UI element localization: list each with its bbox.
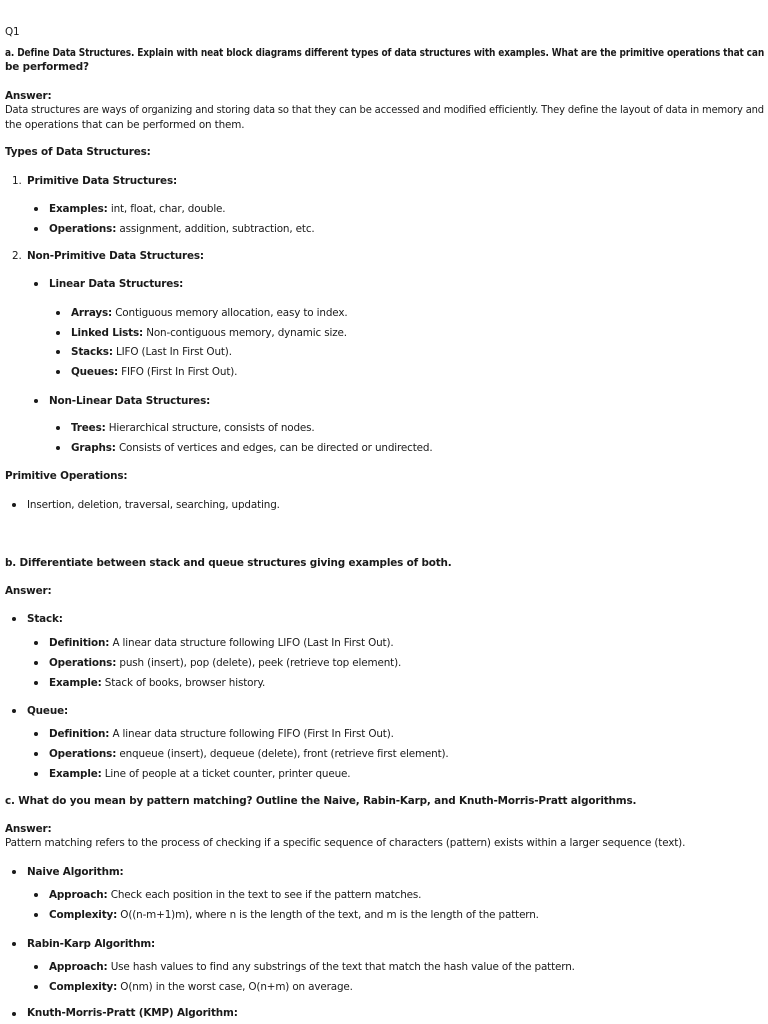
bullet [34, 641, 38, 645]
bullet [56, 331, 60, 335]
list-item: Queues: FIFO (First In First Out). [71, 366, 238, 378]
bullet [34, 965, 38, 969]
list-item: Trees: Hierarchical structure, consists of nodes. [71, 422, 315, 434]
types-heading: Types of Data Structures: [5, 146, 151, 158]
bullet [34, 772, 38, 776]
linear-heading: Linear Data Structures: [49, 278, 184, 290]
list-number-1: 1. [12, 175, 22, 187]
list-item: Graphs: Consists of vertices and edges, can be directed or undirected. [71, 442, 433, 454]
list-item: Stacks: LIFO (Last In First Out). [71, 346, 232, 358]
bullet [12, 617, 16, 621]
bullet [56, 311, 60, 315]
list-item: Approach: Check each position in the text to see if the pattern matches. [49, 889, 422, 901]
answer-label-b: Answer: [5, 585, 52, 597]
bullet [56, 446, 60, 450]
stack-heading: Stack: [27, 613, 63, 625]
pattern-definition: Pattern matching refers to the process of checking if a specific sequence of characters (pattern) exists within a larger sequence (text). [5, 837, 686, 849]
list-item: Insertion, deletion, traversal, searching, updating. [27, 499, 280, 511]
question-a-line1: a. Define Data Structures. Explain with neat block diagrams different types of data structures with examples. What are the primitive operations that can [5, 47, 765, 59]
bullet [56, 350, 60, 354]
list-item: Complexity: O(nm) in the worst case, O(n+m) on average. [49, 981, 353, 993]
list-item: Arrays: Contiguous memory allocation, easy to index. [71, 307, 348, 319]
bullet [34, 732, 38, 736]
bullet [12, 942, 16, 946]
bullet [34, 227, 38, 231]
bullet [34, 282, 38, 286]
question-number: Q1 [5, 26, 20, 38]
bullet [34, 661, 38, 665]
list-item: Examples: int, float, char, double. [49, 203, 226, 215]
nonlinear-heading: Non-Linear Data Structures: [49, 395, 211, 407]
primitive-heading: Primitive Data Structures: [27, 175, 177, 187]
list-item: Approach: Use hash values to find any substrings of the text that match the hash value of the pattern. [49, 961, 575, 973]
rabin-karp-heading: Rabin-Karp Algorithm: [27, 938, 156, 950]
bullet [34, 681, 38, 685]
queue-heading: Queue: [27, 705, 68, 717]
bullet [56, 426, 60, 430]
question-c: c. What do you mean by pattern matching? Outline the Naive, Rabin-Karp, and Knuth-Morris-Pratt algorithms. [5, 795, 637, 807]
list-item: Complexity: O((n-m+1)m), where n is the length of the text, and m is the length of the pattern. [49, 909, 539, 921]
bullet [34, 893, 38, 897]
list-item: Definition: A linear data structure following FIFO (First In First Out). [49, 728, 394, 740]
definition-line1: Data structures are ways of organizing and storing data so that they can be accessed and modified efficiently. They define the layout of data in memory and [5, 104, 764, 116]
nonprimitive-heading: Non-Primitive Data Structures: [27, 250, 204, 262]
list-item: Example: Stack of books, browser history. [49, 677, 266, 689]
list-number-2: 2. [12, 250, 22, 262]
definition-line2: the operations that can be performed on them. [5, 119, 245, 131]
bullet [12, 1012, 16, 1016]
answer-label-c: Answer: [5, 823, 52, 835]
list-item: Linked Lists: Non-contiguous memory, dynamic size. [71, 327, 347, 339]
list-item: Definition: A linear data structure following LIFO (Last In First Out). [49, 637, 394, 649]
bullet [12, 503, 16, 507]
list-item: Example: Line of people at a ticket counter, printer queue. [49, 768, 351, 780]
kmp-heading: Knuth-Morris-Pratt (KMP) Algorithm: [27, 1007, 238, 1019]
naive-heading: Naive Algorithm: [27, 866, 124, 878]
bullet [34, 399, 38, 403]
bullet [12, 870, 16, 874]
bullet [56, 370, 60, 374]
list-item: Operations: assignment, addition, subtraction, etc. [49, 223, 315, 235]
question-b: b. Differentiate between stack and queue structures giving examples of both. [5, 557, 452, 569]
bullet [12, 709, 16, 713]
bullet [34, 913, 38, 917]
bullet [34, 752, 38, 756]
bullet [34, 207, 38, 211]
list-item: Operations: push (insert), pop (delete), peek (retrieve top element). [49, 657, 402, 669]
ops-heading: Primitive Operations: [5, 470, 128, 482]
question-a-line2: be performed? [5, 61, 89, 73]
bullet [34, 985, 38, 989]
answer-label-a: Answer: [5, 90, 52, 102]
list-item: Operations: enqueue (insert), dequeue (delete), front (retrieve first element). [49, 748, 449, 760]
